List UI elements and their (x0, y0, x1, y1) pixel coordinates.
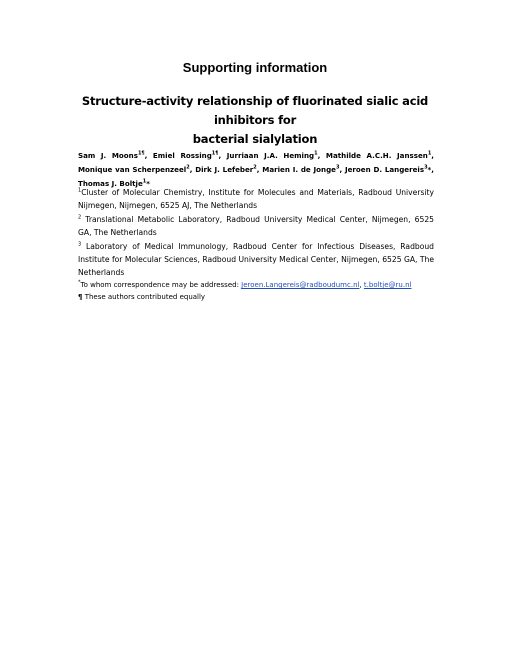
author-affiliation-marker: 2 (253, 164, 257, 171)
email-link-boltje[interactable]: t.boltje@ru.nl (363, 281, 412, 289)
paper-title (70, 92, 440, 149)
author-name: Jeroen D. Langereis$^3$*, (344, 164, 434, 174)
author-name: Mathilde A.C.H. Janssen$^1$, (325, 150, 434, 160)
affiliation-3 (78, 240, 434, 279)
affiliation-marker: 2 (78, 214, 82, 221)
author-name: Dirk J. Lefeber$^2$, (195, 164, 263, 174)
author-list (78, 149, 434, 194)
author-affiliation-marker: 1 (142, 178, 147, 185)
correspondence-note (78, 280, 438, 291)
affiliation-text: Cluster of Molecular Chemistry, Institute for Molecules and Materials, Radboud University Nijmegen, Nijmegen, 6525 AJ, The Netherlands (78, 188, 434, 210)
author-affiliation-marker: 1 (314, 150, 318, 157)
author-name: Monique van Scherpenzeel$^2$, (78, 164, 196, 174)
author-affiliation-marker: 2 (186, 164, 190, 171)
equal-contribution-text: These authors contributed equally (82, 293, 206, 301)
email-link-langereis[interactable]: Jeroen.Langereis@radboudumc.nl (241, 281, 360, 289)
author-affiliation-marker: 1¶ (211, 150, 219, 157)
equal-contribution-marker: ¶ (78, 293, 83, 301)
affiliation-2 (78, 213, 434, 239)
author-name: Thomas J. Boltje$^1$* (78, 178, 150, 188)
author-affiliation-marker: 3 (424, 164, 428, 171)
email-separator: , (359, 281, 364, 289)
corresponding-author-marker: * (427, 165, 432, 174)
corresponding-author-marker: * (146, 179, 150, 188)
affiliation-marker: 1 (78, 187, 82, 194)
paper-title-line-2: bacterial sialylation (192, 132, 318, 146)
author-name: Sam J. Moons$^{1\P}$, (78, 150, 153, 160)
equal-contribution-note (78, 292, 438, 303)
correspondence-marker: * (78, 279, 81, 286)
section-heading: Supporting information (182, 60, 328, 75)
author-affiliation-marker: 3 (336, 164, 340, 171)
author-affiliation-marker: 1¶ (137, 150, 145, 157)
correspondence-text: To whom correspondence may be addressed: (80, 281, 242, 289)
paper-title-line-1: Structure-activity relationship of fluorinated sialic acid inhibitors for (81, 94, 429, 127)
author-affiliation-marker: 1 (427, 150, 432, 157)
affiliation-1 (78, 186, 434, 212)
affiliation-text: Translational Metabolic Laboratory, Radboud University Medical Center, Nijmegen, 6525 GA, The Netherlands (78, 215, 434, 237)
affiliation-text: Laboratory of Medical Immunology, Radboud Center for Infectious Diseases, Radboud Institute for Molecular Sciences, Radboud University Medical Center, Nijmegen, 6525 GA, The Netherlands (78, 242, 434, 277)
author-name: Jurriaan J.A. Heming$^1$, (226, 150, 326, 160)
author-name: Marien I. de Jonge$^3$, (262, 164, 345, 174)
affiliation-marker: 3 (78, 241, 82, 248)
author-name: Emiel Rossing$^{1\P}$, (152, 150, 227, 160)
